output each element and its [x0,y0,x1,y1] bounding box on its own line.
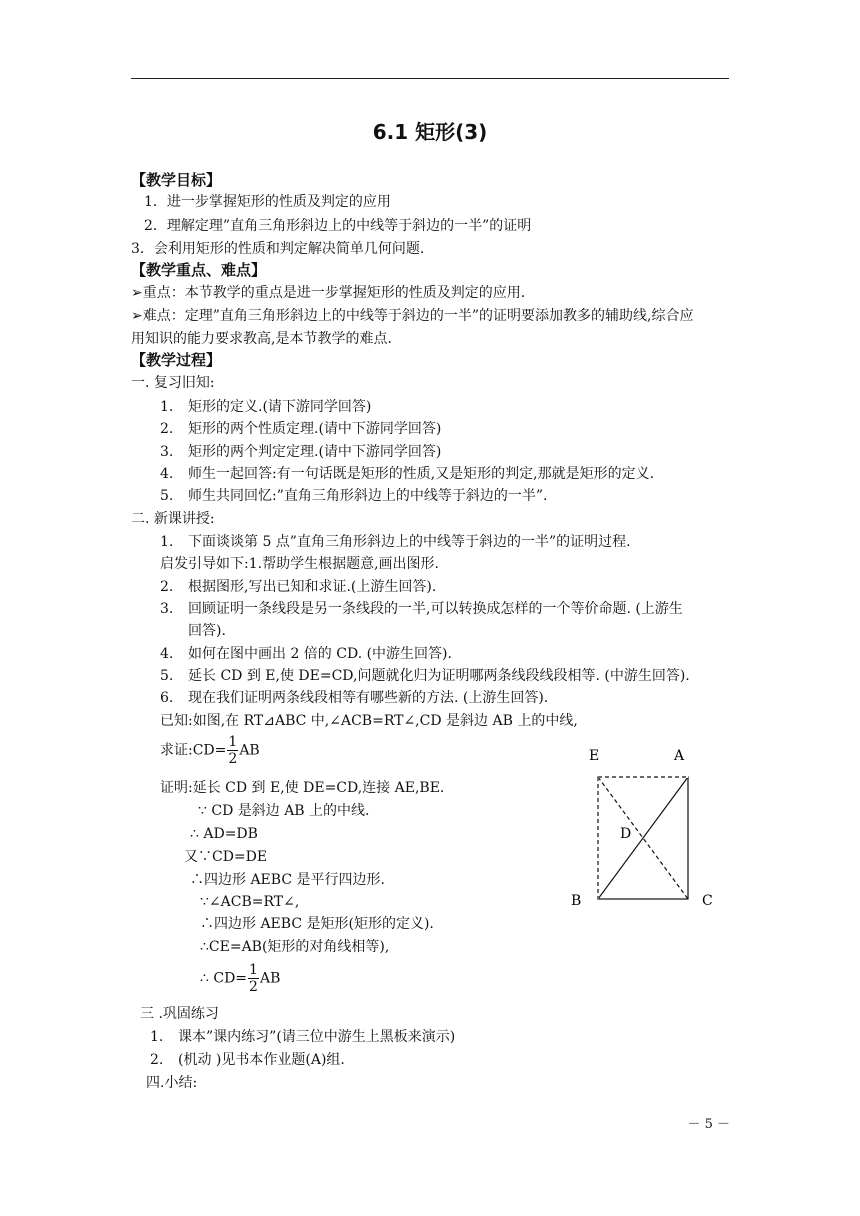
review-item: 2. 矩形的两个性质定理.(请中下游同学回答) [160,421,442,437]
proof-line: ∵ CD 是斜边 AB 上的中线. [198,803,370,819]
process-heading: 【教学过程】 [131,351,222,369]
lesson-item: 5. 延长 CD 到 E,使 DE=CD,问题就化归为证明哪两条线段线段相等. (中游生回答). [160,668,690,684]
header-rule [131,78,729,79]
difficulty-text: ➢难点：定理”直角三角形斜边上的中线等于斜边的一半”的证明要添加教多的辅助线,综合应 [131,308,694,324]
label-d: D [620,826,632,842]
label-b: B [571,893,582,909]
keypoints-heading: 【教学重点、难点】 [131,261,267,279]
page-number: － 5 － [687,1117,730,1132]
prove-statement: 求证:CD= $\frac{1}{2}$ AB [160,734,260,767]
proof-line: 证明:延长 CD 到 E,使 DE=CD,连接 AE,BE. [160,780,445,796]
proof-line: ∵∠ACB=RT∠, [200,894,300,910]
difficulty-text-cont: 用知识的能力要求教高,是本节教学的难点． [131,331,402,347]
practice-item: 2. (机动 )见书本作业题(A)组. [150,1052,345,1068]
guide-text: 启发引导如下:1.帮助学生根据题意,画出图形. [160,556,439,572]
proof-line: ∴ AD=DB [190,826,258,842]
goal-item: 3．会利用矩形的性质和判定解决简单几何问题. [131,241,425,257]
goals-heading: 【教学目标】 [131,171,222,189]
given-text: 已知:如图,在 RT⊿ABC 中,∠ACB=RT∠,CD 是斜边 AB 上的中线, [160,713,578,729]
rectangle-figure [560,740,730,920]
proof-line: ∴四边形 AEBC 是平行四边形. [190,872,385,888]
practice-item: 1. 课本”课内练习”(请三位中游生上黑板来演示) [150,1029,456,1045]
focus-text: ➢重点：本节教学的重点是进一步掌握矩形的性质及判定的应用． [131,285,535,301]
review-item: 3. 矩形的两个判定定理.(请中下游同学回答) [160,444,442,460]
lesson-item: 6. 现在我们证明两条线段相等有哪些新的方法. (上游生回答). [160,690,549,706]
review-item: 5. 师生共同回忆:”直角三角形斜边上的中线等于斜边的一半”. [160,488,548,504]
fraction-half: $\frac{1}{2}$ [249,962,258,995]
review-heading: 一. 复习旧知: [131,375,215,391]
summary-heading: 四.小结: [146,1075,198,1091]
label-a: A [674,748,685,764]
proof-line: ∴四边形 AEBC 是矩形(矩形的定义). [200,916,434,932]
lesson-item: 1. 下面谈谈第 5 点”直角三角形斜边上的中线等于斜边的一半”的证明过程. [160,534,631,550]
page-title: 6.1 矩形(3) [372,120,488,144]
proof-line: 又∵CD=DE [184,849,268,865]
goal-item: 2．理解定理”直角三角形斜边上的中线等于斜边的一半”的证明 [144,218,532,234]
review-item: 4. 师生一起回答:有一句话既是矩形的性质,又是矩形的判定,那就是矩形的定义. [160,466,655,482]
lesson-item: 4. 如何在图中画出 2 倍的 CD. (中游生回答). [160,646,452,662]
proof-line: ∴CE=AB(矩形的对角线相等), [200,939,390,955]
lesson-item: 2. 根据图形,写出已知和求证.(上游生回答). [160,579,437,595]
label-c: C [702,893,713,909]
fraction-half: $\frac{1}{2}$ [228,734,238,767]
practice-heading: 三 .巩固练习 [140,1006,219,1022]
label-e: E [589,748,600,764]
goal-item: 1．进一步掌握矩形的性质及判定的应用 [144,194,391,210]
proof-conclusion: ∴ CD= $\frac{1}{2}$ AB [200,962,281,995]
review-item: 1. 矩形的定义.(请下游同学回答) [160,399,372,415]
lesson-item-cont: 回答). [188,623,226,639]
lesson-item: 3. 回顾证明一条线段是另一条线段的一半,可以转换成怎样的一个等价命题. (上游生 [160,601,683,617]
new-lesson-heading: 二. 新课讲授: [131,511,215,527]
